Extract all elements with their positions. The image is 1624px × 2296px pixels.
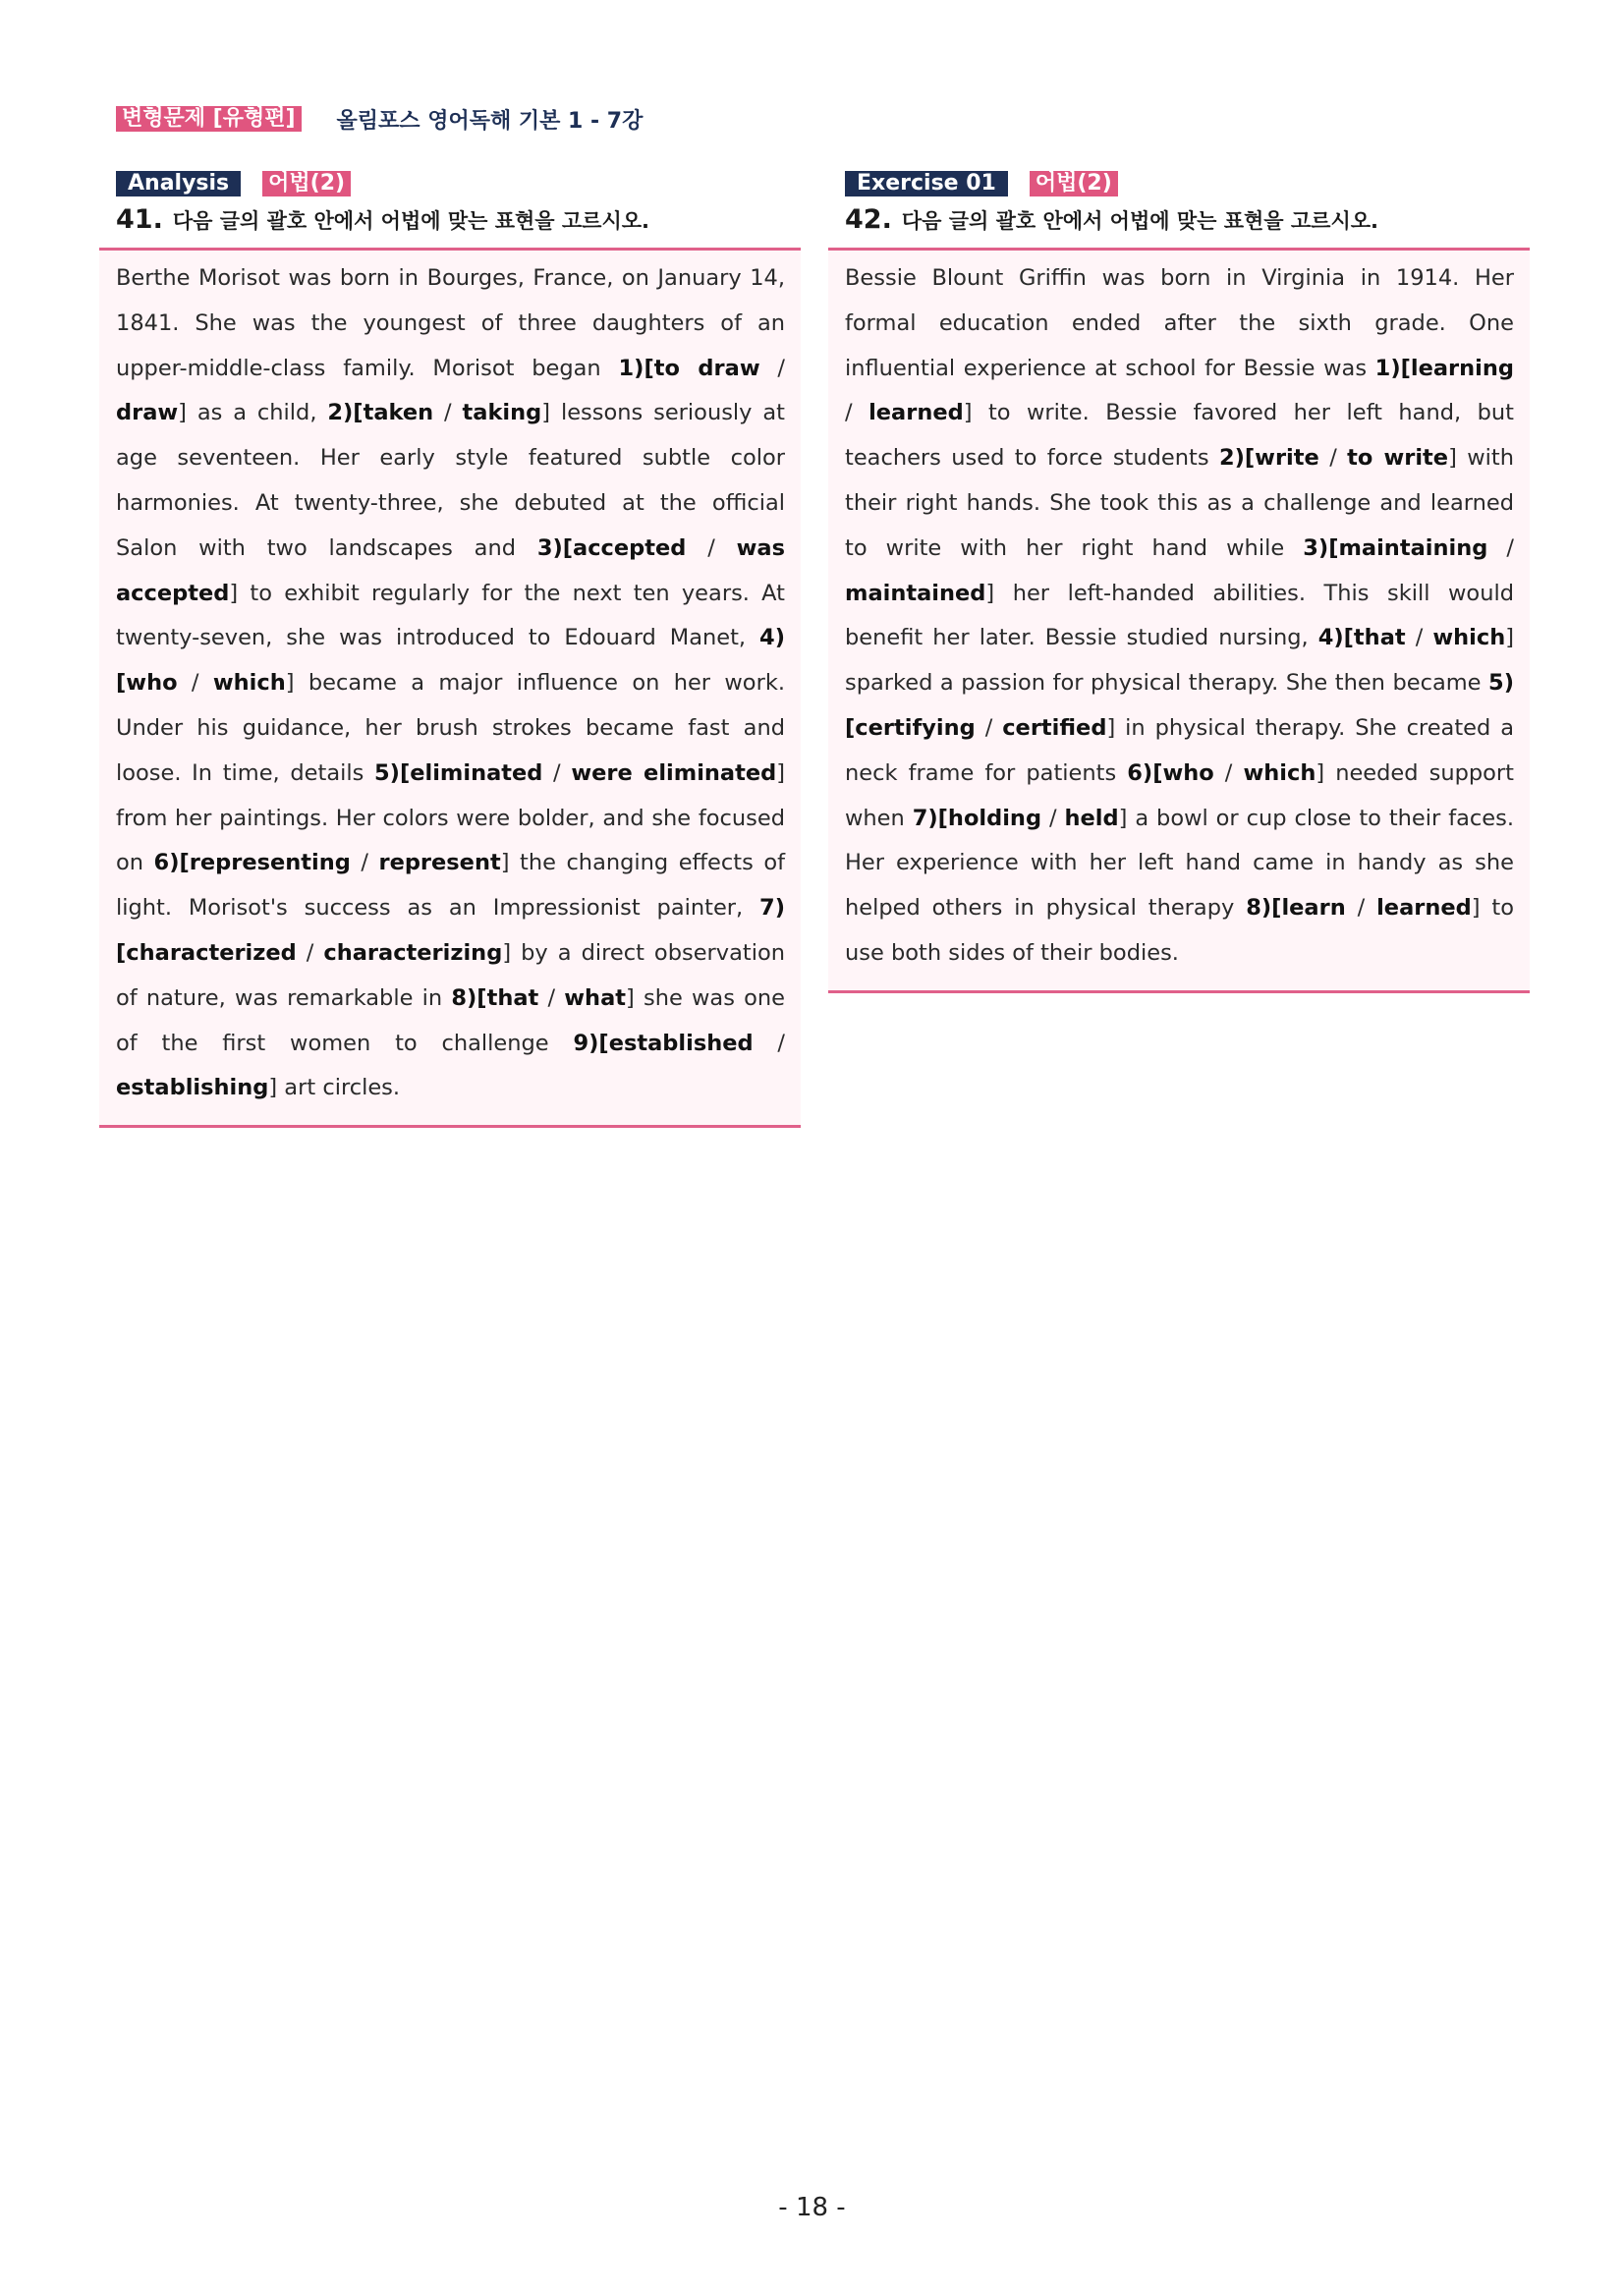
- left-question: [99, 204, 801, 242]
- right-category-label: 어법(2): [1030, 171, 1118, 196]
- answer-choice: which: [1432, 625, 1506, 651]
- answer-choice: maintained: [845, 580, 986, 606]
- passage-text: /: [1405, 625, 1433, 651]
- passage-text: /: [759, 355, 786, 381]
- passage-text: ] sparked a passion for physical therapy. She then became: [845, 625, 1514, 697]
- passage-text: ] her left-handed abilities. This skill would benefit her later. Bessie studied nursing,: [845, 580, 1514, 651]
- answer-choice: 2)[write: [1218, 445, 1319, 472]
- passage-text: ] a bowl or cup close to their faces. Her experience with her left hand came in handy as she helped others in physical therapy: [845, 805, 1514, 922]
- passage-text: Berthe Morisot was born in Bourges, France, on January 14, 1841. She was the youngest of three daughters of an upper-middle-class family. Morisot began: [116, 265, 785, 381]
- passage-text: ] needed support when: [845, 759, 1515, 831]
- passage-text: /: [1487, 534, 1515, 561]
- answer-choice: what: [564, 984, 627, 1011]
- answer-choice: 1)[to draw: [618, 355, 760, 381]
- passage-text: /: [1318, 445, 1348, 472]
- left-passage: [116, 256, 785, 1111]
- answer-choice: 7)[characterized: [116, 895, 785, 966]
- answer-choice: establishing: [116, 1075, 269, 1101]
- right-question-text: 다음 글의 괄호 안에서 어법에 맞는 표현을 고르시오.: [901, 209, 1379, 233]
- answer-choice: certified: [1002, 714, 1107, 741]
- passage-text: ] from her paintings. Her colors were bolder, and she focused on: [116, 759, 786, 876]
- left-passage-box: [99, 248, 801, 1128]
- answer-choice: 1)[learning: [1374, 355, 1514, 381]
- passage-text: ] the changing effects of light. Morisot's success as an Impressionist painter,: [116, 850, 786, 922]
- passage-text: /: [296, 939, 324, 966]
- left-column: [99, 171, 801, 1128]
- answer-choice: 3)[accepted: [536, 534, 687, 561]
- left-question-text: 다음 글의 괄호 안에서 어법에 맞는 표현을 고르시오.: [172, 209, 650, 233]
- passage-text: /: [177, 670, 213, 697]
- right-passage-box: [828, 248, 1530, 993]
- answer-choice: 5)[eliminated: [374, 759, 543, 786]
- passage-text: ] to write. Bessie favored her left hand, but teachers used to force students: [845, 400, 1514, 472]
- answer-choice: represent: [378, 850, 501, 876]
- answer-choice: 2)[taken: [327, 400, 434, 426]
- page-header: [116, 105, 643, 133]
- right-question-number: 42.: [845, 204, 892, 235]
- passage-text: ] became a major influence on her work. Under his guidance, her brush strokes became fast and loose. In time, details: [116, 670, 786, 786]
- passage-text: ] by a direct observation of nature, was remarkable in: [116, 939, 785, 1011]
- left-category-label: 어법(2): [262, 171, 351, 196]
- answer-choice: 3)[maintaining: [1303, 534, 1488, 561]
- passage-text: /: [845, 400, 869, 426]
- passage-text: /: [433, 400, 463, 426]
- answer-choice: 5)[certifying: [845, 670, 1514, 741]
- answer-choice: taking: [462, 400, 542, 426]
- answer-choice: 4)[who: [116, 625, 785, 697]
- passage-text: ] art circles.: [268, 1075, 401, 1101]
- passage-text: /: [975, 714, 1003, 741]
- right-section-label: Exercise 01: [845, 171, 1008, 196]
- answer-choice: 6)[who: [1127, 759, 1214, 786]
- answer-choice: 8)[learn: [1246, 895, 1346, 922]
- answer-choice: characterizing: [323, 939, 503, 966]
- passage-text: /: [1041, 805, 1065, 831]
- passage-text: ] to exhibit regularly for the next ten years. At twenty-seven, she was introduced to Edouard Manet,: [116, 580, 785, 651]
- answer-choice: 6)[representing: [153, 850, 351, 876]
- header-title: 올림포스 영어독해 기본 1 - 7강: [336, 108, 644, 134]
- header-badge: 변형문제 [유형편]: [116, 106, 302, 132]
- left-tag-row: [99, 171, 801, 196]
- answer-choice: which: [1243, 759, 1316, 786]
- answer-choice: were eliminated: [571, 759, 777, 786]
- answer-choice: 8)[that: [451, 984, 539, 1011]
- passage-text: /: [542, 759, 572, 786]
- passage-text: ] lessons seriously at age seventeen. Her early style featured subtle color harmonies. At twenty-three, she debuted at the official Salon with two landscapes and: [116, 400, 785, 561]
- left-question-number: 41.: [116, 204, 163, 235]
- left-section-label: Analysis: [116, 171, 241, 196]
- answer-choice: learned: [868, 400, 964, 426]
- passage-text: /: [350, 850, 379, 876]
- answer-choice: was accepted: [116, 534, 785, 606]
- page-number: - 18 -: [778, 2193, 846, 2222]
- passage-text: ] as a child,: [178, 400, 328, 426]
- passage-text: Bessie Blount Griffin was born in Virginia in 1914. Her formal education ended after the sixth grade. One influential experience at school for Bessie was: [845, 265, 1514, 381]
- answer-choice: 9)[established: [573, 1030, 754, 1056]
- answer-choice: 4)[that: [1317, 625, 1406, 651]
- passage-text: /: [686, 534, 737, 561]
- right-passage: [845, 256, 1514, 977]
- answer-choice: draw: [116, 400, 179, 426]
- passage-text: /: [753, 1030, 786, 1056]
- passage-text: /: [1213, 759, 1244, 786]
- answer-choice: which: [212, 670, 286, 697]
- answer-choice: 7)[holding: [912, 805, 1042, 831]
- passage-text: /: [538, 984, 565, 1011]
- right-column: [828, 171, 1530, 993]
- right-question: [828, 204, 1530, 242]
- passage-text: ] to use both sides of their bodies.: [845, 895, 1514, 966]
- answer-choice: held: [1064, 805, 1119, 831]
- passage-text: ] with their right hands. She took this as a challenge and learned to write with her right hand while: [845, 445, 1514, 561]
- passage-text: ] in physical therapy. She created a neck frame for patients: [845, 714, 1514, 786]
- right-tag-row: [828, 171, 1530, 196]
- passage-text: ] she was one of the first women to challenge: [116, 984, 785, 1056]
- passage-text: /: [1345, 895, 1377, 922]
- answer-choice: to write: [1347, 445, 1449, 472]
- answer-choice: learned: [1376, 895, 1472, 922]
